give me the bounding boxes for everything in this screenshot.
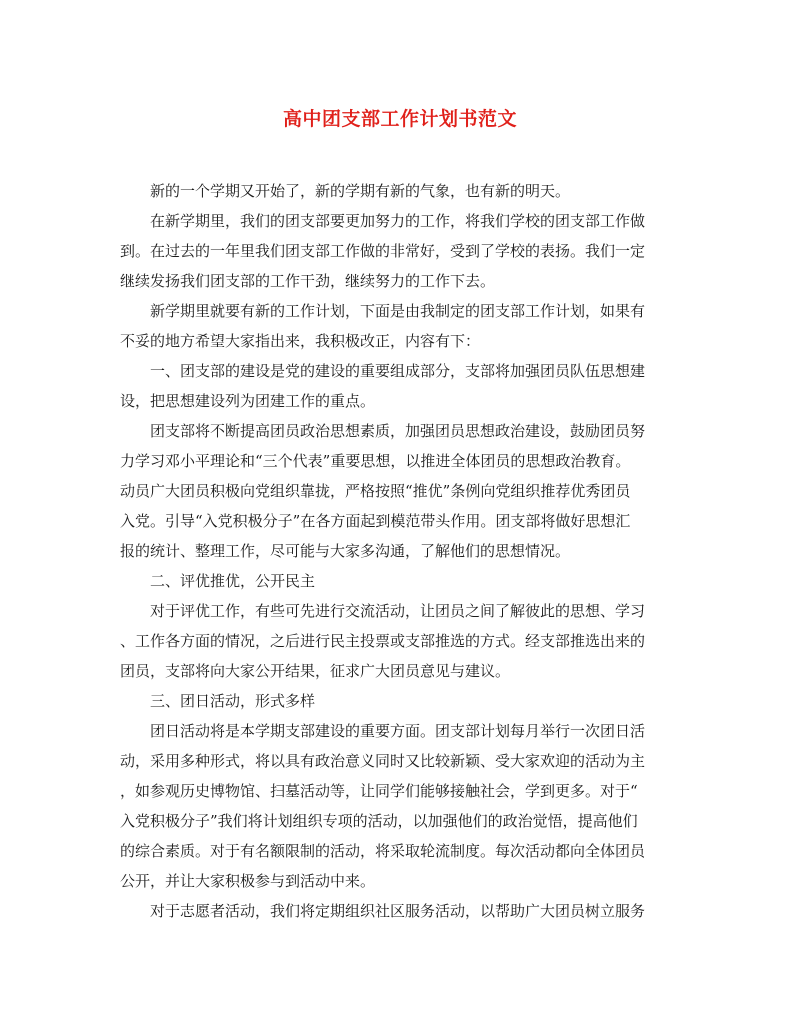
paragraph bbox=[120, 686, 668, 716]
text-line: 团员，支部将向大家公开结果，征求广大团员意见与建议。 bbox=[120, 662, 511, 680]
text-line: 、工作各方面的情况，之后进行民主投票或支部推选的方式。经支部推选出来的 bbox=[120, 632, 646, 650]
text-line: 新的一个学期又开始了，新的学期有新的气象，也有新的明天。 bbox=[150, 182, 571, 200]
paragraph bbox=[120, 596, 668, 686]
text-line: 三、团日活动，形式多样 bbox=[150, 692, 316, 710]
text-line: 团日活动将是本学期支部建设的重要方面。团支部计划每月举行一次团日活 bbox=[150, 722, 646, 740]
paragraph bbox=[120, 416, 668, 566]
text-line: 到。在过去的一年里我们团支部工作做的非常好，受到了学校的表扬。我们一定 bbox=[120, 242, 646, 260]
text-line: 入党。引导“入党积极分子”在各方面起到模范带头作用。团支部将做好思想汇 bbox=[120, 512, 631, 530]
text-line: 二、评优推优，公开民主 bbox=[150, 572, 316, 590]
paragraph bbox=[120, 716, 668, 896]
text-line: 不妥的地方希望大家指出来，我积极改正，内容有下： bbox=[120, 332, 481, 350]
text-line: 团支部将不断提高团员政治思想素质，加强团员思想政治建设，鼓励团员努 bbox=[150, 422, 646, 440]
text-line: 公开，并让大家积极参与到活动中来。 bbox=[120, 872, 376, 890]
paragraph bbox=[120, 206, 668, 296]
document-body bbox=[120, 176, 668, 926]
text-line: 对于志愿者活动，我们将定期组织社区服务活动，以帮助广大团员树立服务 bbox=[150, 902, 646, 920]
text-line: 的综合素质。对于有名额限制的活动，将采取轮流制度。每次活动都向全体团员 bbox=[120, 842, 646, 860]
paragraph bbox=[120, 566, 668, 596]
document-title: 高中团支部工作计划书范文 bbox=[282, 108, 517, 130]
text-line: 一、团支部的建设是党的建设的重要组成部分，支部将加强团员队伍思想建 bbox=[150, 362, 646, 380]
paragraph bbox=[120, 296, 668, 356]
text-line: 动，采用多种形式，将以具有政治意义同时又比较新颖、受大家欢迎的活动为主 bbox=[120, 752, 646, 770]
text-line: 力学习邓小平理论和“三个代表”重要思想，以推进全体团员的思想政治教育。 bbox=[120, 452, 631, 470]
paragraph bbox=[120, 176, 668, 206]
text-line: 对于评优工作，有些可先进行交流活动，让团员之间了解彼此的思想、学习 bbox=[150, 602, 646, 620]
text-line: 在新学期里，我们的团支部要更加努力的工作，将我们学校的团支部工作做 bbox=[150, 212, 646, 230]
text-line: ，如参观历史博物馆、扫墓活动等，让同学们能够接触社会，学到更多。对于“ bbox=[120, 782, 638, 800]
paragraph bbox=[120, 356, 668, 416]
paragraph bbox=[120, 896, 668, 926]
text-line: 新学期里就要有新的工作计划，下面是由我制定的团支部工作计划，如果有 bbox=[150, 302, 646, 320]
text-line: 报的统计、整理工作，尽可能与大家多沟通，了解他们的思想情况。 bbox=[120, 542, 571, 560]
text-line: 动员广大团员积极向党组织靠拢，严格按照“推优”条例向党组织推荐优秀团员 bbox=[120, 482, 631, 500]
text-line: 设，把思想建设列为团建工作的重点。 bbox=[120, 392, 376, 410]
text-line: 入党积极分子”我们将计划组织专项的活动，以加强他们的政治觉悟，提高他们 bbox=[120, 812, 638, 830]
text-line: 继续发扬我们团支部的工作干劲，继续努力的工作下去。 bbox=[120, 272, 496, 290]
